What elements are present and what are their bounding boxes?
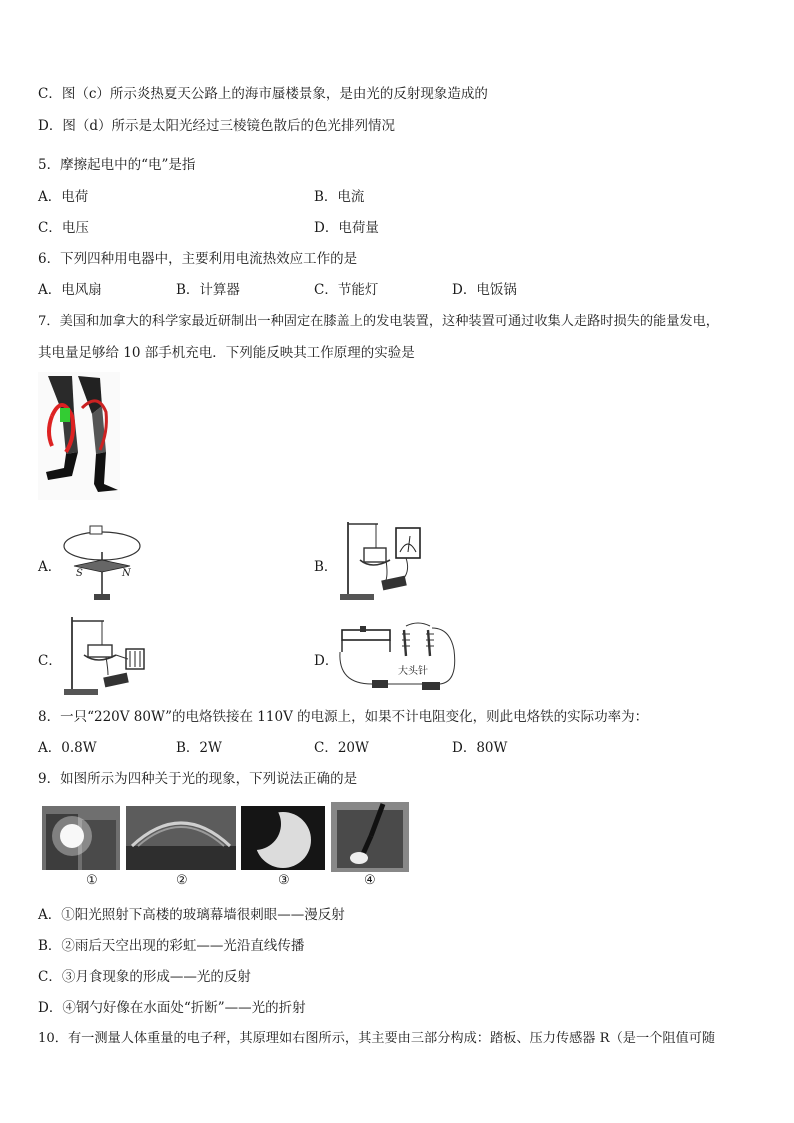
- q8-stem: 8．一只“220V 80W”的电烙铁接在 110V 的电源上，如果不计电阻变化，则此电烙铁的实际功率为：: [38, 709, 649, 725]
- q9-option-b: B．②雨后天空出现的彩虹——光沿直线传播: [38, 938, 305, 954]
- q7-option-b: B．: [314, 559, 338, 575]
- q7-figure-c: [60, 613, 148, 699]
- q4-option-d: D．图（d）所示是太阳光经过三棱镜色散后的色光排列情况: [38, 118, 395, 134]
- q5-option-d: D．电荷量: [314, 220, 379, 236]
- q7-option-c: C．: [38, 653, 62, 669]
- q7-stem-line1: 7．美国和加拿大的科学家最近研制出一种固定在膝盖上的发电装置，这种装置可通过收集人走路时损失的能量发电，: [38, 314, 719, 329]
- q7-figure-d: [336, 620, 460, 694]
- q6-option-c: C．节能灯: [314, 282, 379, 298]
- q6-option-b: B．计算器: [176, 282, 240, 298]
- q9-stem: 9．如图所示为四种关于光的现象，下列说法正确的是: [38, 771, 358, 787]
- q8-option-c: C．20W: [314, 740, 369, 756]
- q7-stem-line2: 其电量足够给 10 部手机充电．下列能反映其工作原理的实验是: [38, 345, 415, 361]
- q5-option-b: B．电流: [314, 189, 365, 205]
- fig-a-label-n: N: [122, 568, 131, 579]
- q8-option-b: B．2W: [176, 740, 222, 756]
- q9-option-a: A．①阳光照射下高楼的玻璃幕墙很刺眼——漫反射: [38, 907, 345, 923]
- photo-rainbow: [126, 806, 236, 870]
- q8-option-d: D．80W: [452, 740, 508, 756]
- q9-option-d: D．④钢勺好像在水面处“折断”——光的折射: [38, 1000, 306, 1016]
- q6-option-a: A．电风扇: [38, 282, 102, 298]
- q5-stem: 5．摩擦起电中的“电”是指: [38, 157, 196, 173]
- q7-figure-a: [60, 522, 144, 604]
- q8-option-a: A．0.8W: [38, 740, 97, 756]
- fig-a-label-s: S: [76, 568, 83, 579]
- photo-caption-2: ②: [176, 873, 188, 888]
- fig-d-label-pins: 大头针: [398, 666, 428, 677]
- knee-generator-figure: [38, 372, 120, 500]
- photo-caption-1: ①: [86, 873, 98, 888]
- q7-option-a: A．: [38, 559, 62, 575]
- q5-option-c: C．电压: [38, 220, 89, 236]
- q6-stem: 6．下列四种用电器中，主要利用电流热效应工作的是: [38, 251, 358, 267]
- photo-glass-building: [42, 806, 120, 870]
- q9-option-c: C．③月食现象的形成——光的反射: [38, 969, 251, 985]
- photo-caption-3: ③: [278, 873, 290, 888]
- q7-option-d: D．: [314, 653, 339, 669]
- photo-spoon-in-water: [331, 802, 409, 872]
- q5-option-a: A．电荷: [38, 189, 89, 205]
- q4-option-c: C．图（c）所示炎热夏天公路上的海市蜃楼景象，是由光的反射现象造成的: [38, 86, 488, 102]
- q6-option-d: D．电饭锅: [452, 282, 517, 298]
- photo-caption-4: ④: [364, 873, 376, 888]
- q10-stem: 10．有一测量人体重量的电子秤，其原理如右图所示，其主要由三部分构成：踏板、压力传感器 R（是一个阻值可随: [38, 1031, 716, 1046]
- photo-lunar-eclipse: [241, 806, 325, 870]
- q7-figure-b: [336, 518, 424, 604]
